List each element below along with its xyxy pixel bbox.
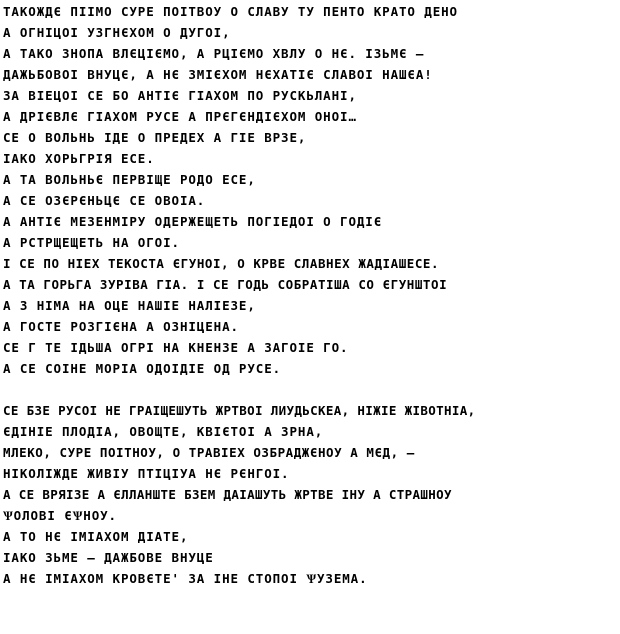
text-line: А ОГНІЦОІ УЗГНЄХОМ О ДУГОІ, — [3, 25, 231, 40]
text-line: А НЄ ІМІАХОМ КРОВЄТЕ' ЗА ІНЕ СТОПОІ ѰУЗЕМА. — [3, 571, 368, 586]
stanza-divider — [3, 379, 620, 400]
text-line: А ТА ВОЛЬНЬЄ ПЕРВІЩЕ РОДО ЕСЕ, — [3, 172, 256, 187]
text-line: МЛЕКО, СУРЕ ПОІТНОУ, О ТРАВІЕХ ОЗБРАДЖЄНОУ А МЄД, — — [3, 445, 415, 460]
text-line: І СЕ ПО НІЕХ ТЕКОСТА ЄГУНОІ, О КРВЕ СЛАВНЕХ ЖАДІАШЕСЕ. — [3, 256, 440, 271]
text-line: НІКОЛІЖДЕ ЖИВІУ ПТІЦІУА НЄ РЄНГОІ. — [3, 466, 290, 481]
text-line: А АНТІЄ МЕЗЕНМІРУ ОДЕРЖЕЩЕТЬ ПОГІЕДОІ О ГОДІЄ — [3, 214, 383, 229]
text-line: А ТАКО ЗНОПА ВЛЄЦІЄМО, А РЦІЄМО ХВЛУ О НЄ. ІЗЬМЄ — — [3, 46, 425, 61]
text-line: ІАКО ЗЬМЕ — ДАЖБОВЕ ВНУЦЕ — [3, 550, 214, 565]
text-line: ІАКО ХОРЬГРІЯ ЕСЕ. — [3, 151, 155, 166]
text-line: СЕ Г ТЕ ІДЬША ОГРІ НА КНЕНЗЕ А ЗАГОІЕ ГО. — [3, 340, 349, 355]
text-line: А СЕ ОЗЄРЄНЬЦЄ СЕ ОВОІА. — [3, 193, 206, 208]
text-line: А ДРІЄВЛЄ ГІАХОМ РУСЕ А ПРЄГЄНДІЄХОМ ОНОІ… — [3, 109, 357, 124]
text-line: СЕ О ВОЛЬНЬ ІДЕ О ПРЕДЕХ А ГІЕ ВРЗЕ, — [3, 130, 307, 145]
text-line: А ТО НЄ ІМІАХОМ ДІАТЕ, — [3, 529, 189, 544]
text-line: ѰОЛОВІ ЄѰНОУ. — [3, 508, 117, 523]
text-line: ЄДІНІЕ ПЛОДІА, ОВОЩТЕ, КВІЄТОІ А ЗРНА, — [3, 424, 324, 439]
text-line: ЗА ВІЕЦОІ СЕ БО АНТІЄ ГІАХОМ ПО РУСКЬЛАНІ, — [3, 88, 357, 103]
text-line: А ГОСТЕ РОЗГІЄНА А ОЗНІЦЕНА. — [3, 319, 239, 334]
text-line: СЕ БЗЕ РУСОІ НЕ ГРАІЩЕШУТЬ ЖРТВОІ ЛИУДЬСКЕА, НІЖІЕ ЖІВОТНІА, — [3, 403, 476, 418]
text-line: А ТА ГОРЬГА ЗУРІВА ГІА. І СЕ ГОДЬ СОБРАТІША СО ЄГУНШТОІ — [3, 277, 448, 292]
text-line: А З НІМА НА ОЦЕ НАШІЕ НАЛІЕЗЕ, — [3, 298, 256, 313]
text-line: А СЕ ВРЯІЗЕ А ЄЛЛАНШТЕ БЗЕМ ДАІАШУТЬ ЖРТВЕ ІНУ А СТРАШНОУ — [3, 487, 452, 502]
text-line: ДАЖЬБОВОІ ВНУЦЄ, А НЄ ЗМІЄХОМ НЄХАТІЄ СЛАВОІ НАШЄА! — [3, 67, 433, 82]
stanza-one — [3, 1, 620, 379]
text-line: ТАКОЖДЄ ПІІМО СУРЕ ПОІТВОУ О СЛАВУ ТУ ПЕНТО КРАТО ДЕНО — [3, 4, 458, 19]
stanza-two — [3, 400, 620, 589]
text-line: А РСТРЩЕЩЕТЬ НА ОГОІ. — [3, 235, 180, 250]
text-line: А СЕ СОІНЕ МОРІА ОДОІДІЕ ОД РУСЕ. — [3, 361, 282, 376]
